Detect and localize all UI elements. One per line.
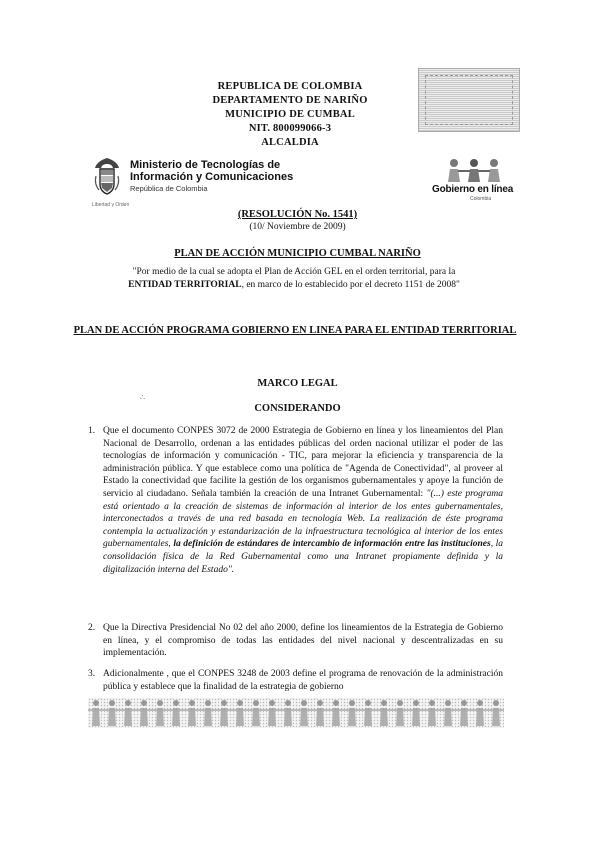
intro-paragraph xyxy=(88,266,500,292)
mintic-name-line1: Ministerio de Tecnologías de xyxy=(130,159,281,171)
header-nit: NIT. 800099066-3 xyxy=(248,123,332,134)
people-figures-icon xyxy=(444,158,504,184)
item-number: 3. xyxy=(88,669,96,679)
section-considerando: CONSIDERANDO xyxy=(254,403,341,414)
item-quote-end: , la consolidación física de la Red Gubernamental como una Intranet propiamente definida y la digitalización interna del Estado". xyxy=(103,539,503,575)
list-item xyxy=(88,425,503,576)
header-country: REPUBLICA DE COLOMBIA xyxy=(217,81,363,92)
resolution-number: (RESOLUCIÓN No. 1541) xyxy=(237,209,358,220)
gel-country: Colombia xyxy=(470,196,492,202)
item-quote-bold: la definición de estándares de intercambio de información entre las instituciones xyxy=(173,539,491,550)
item-quote: "(...) este programa está orientado a la creación de sistemas de información al interior de los entes gubernamentales, interconectados a través de una red basada en tecnología Web. La realización de éste programa contempla la actualización y estandarización de la infraestructura tecnológica al interior de los entes gubernamentales, xyxy=(103,488,503,550)
mintic-logo xyxy=(92,156,294,208)
section-marco-legal: MARCO LEGAL xyxy=(257,378,338,389)
item-number: 2. xyxy=(88,623,96,633)
program-title: PLAN DE ACCIÓN PROGRAMA GOBIERNO EN LINEA PARA EL ENTIDAD TERRITORIAL xyxy=(73,325,517,336)
mintic-motto: Libertad y Orden xyxy=(92,202,130,208)
list-item xyxy=(88,668,503,696)
item-text: Que la Directiva Presidencial No 02 del año 2000, define los lineamientos de la Estrategia de Gobierno en línea, y el compromiso de todas las entidades del nivel nacional y descentralizadas en su implementación. xyxy=(103,623,503,659)
colombia-crest-icon xyxy=(92,156,122,202)
header-office: ALCALDIA xyxy=(261,137,319,148)
letterhead xyxy=(150,80,430,150)
resolution-title xyxy=(0,209,595,220)
header-department: DEPARTAMENTO DE NARIÑO xyxy=(212,95,368,106)
mintic-name-line2: Información y Comunicaciones xyxy=(130,171,294,183)
official-stamp xyxy=(418,68,520,132)
mintic-country: República de Colombia xyxy=(130,184,208,193)
header-municipality: MUNICIPIO DE CUMBAL xyxy=(225,109,355,120)
intro-entity: ENTIDAD TERRITORIAL xyxy=(128,280,242,290)
gel-title: Gobierno en línea xyxy=(432,184,514,195)
list-item xyxy=(88,622,503,660)
footer-people-band-icon xyxy=(88,698,504,728)
gobierno-en-linea-logo xyxy=(432,158,512,206)
intro-text-2: , en marco de lo establecido por el decreto 1151 de 2008" xyxy=(241,280,460,290)
scan-speck: ∴ xyxy=(140,393,146,402)
item-text: Que el documento CONPES 3072 de 2000 Estrategia de Gobierno en línea y los lineamientos del Plan Nacional de Desarrollo, ordenan a las entidades públicas del orden nacional utilizar el poder de las tecnologías de información y comunicación - TIC, para mejorar la eficiencia y transparencia de la administración pública. Y que establece como una política de "Agenda de Conectividad", al proveer al Estado la conectividad que facilite la gestión de los organismos gubernamentales y apoye la función de servicio al ciudadano. Señala también la creación de una Intranet Gubernamental: xyxy=(103,426,503,499)
resolution-date: (10/ Noviembre de 2009) xyxy=(249,222,346,232)
plan-title: PLAN DE ACCIÓN MUNICIPIO CUMBAL NARIÑO xyxy=(174,248,421,259)
item-number: 1. xyxy=(88,426,96,436)
intro-text-1: "Por medio de la cual se adopta el Plan de Acción GEL en el orden territorial, para la xyxy=(132,267,456,277)
item-text: Adicionalmente , que el CONPES 3248 de 2003 define el programa de renovación de la administración pública y establece que la finalidad de la estrategia de gobierno xyxy=(103,669,503,692)
